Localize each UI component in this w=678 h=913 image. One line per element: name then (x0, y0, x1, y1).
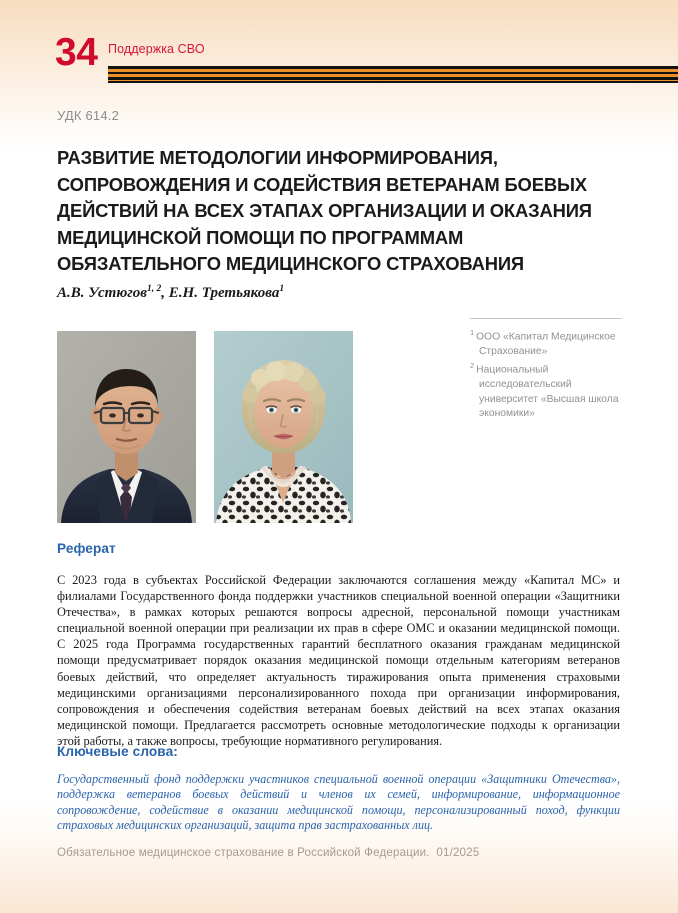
affiliation-item (470, 326, 622, 359)
keywords-text: Государственный фонд поддержки участников специальной военной операции «Защитники Отечества», поддержка ветеранов боевых действий и членов их семей, информирование, информационное сопровождение, содействие в оказании медицинской помощи, персонализированный поход, функции страховых медицинских организаций, защита прав застрахованных лиц. (57, 772, 620, 833)
page-header (0, 0, 678, 100)
author-name: А.В. Устюгов (57, 285, 148, 301)
section-label: Поддержка СВО (108, 42, 205, 56)
abstract-text: С 2023 года в субъектах Российской Федерации заключаются соглашения между «Капитал МС» и филиалами Государственного фонда поддержки участников специальной военной операции «Защитники Отечества», в рамках которых решаются вопросы адресной, персональной помощи участникам специальной военной операции при реализации их прав в сфере ОМС и оказании медицинской помощи. С 2025 года Программа государственных гарантий бесплатного оказания гражданам медицинской помощи предусматривает порядок оказания медицинской помощи отдельным категориям ветеранов боевых действий, что определяет актуальность тиражирования опыта применения страховыми медицинскими организациями персонализированного похода при организации информирования, сопровождения и обеспечения содействия ветеранам боевых действий на всех этапах оказания медицинской помощи. Предлагается рассмотреть основные методологические подходы к организации этой работы, а также вопросы, требующие нормативного регулирования. (57, 573, 620, 748)
author-name: Е.Н. Третьякова (168, 285, 280, 301)
affiliation-item (470, 359, 622, 421)
affiliation-marker: 1 (470, 328, 475, 337)
affiliation-text: Национальный исследовательский университет «Высшая школа экономики» (476, 364, 619, 420)
page-title: РАЗВИТИЕ МЕТОДОЛОГИИ ИНФОРМИРОВАНИЯ, СОПРОВОЖДЕНИЯ И СОДЕЙСТВИЯ ВЕТЕРАНАМ БОЕВЫХ ДЕЙСТВИЙ НА ВСЕХ ЭТАПАХ ОРГАНИЗАЦИИ И ОКАЗАНИЯ МЕДИЦИНСКОЙ ПОМОЩИ ПО ПРОГРАММАМ ОБЯЗАТЕЛЬНОГО МЕДИЦИНСКОГО СТРАХОВАНИЯ (57, 147, 592, 275)
author-entry (169, 285, 284, 301)
author-affiliation-marks: 1 (279, 284, 285, 294)
affiliation-text: ООО «Капитал Медицинское Страхование» (476, 331, 616, 357)
portrait-tretyakova-image (214, 331, 353, 523)
st-george-ribbon-icon (108, 66, 678, 83)
abstract-heading: Реферат (57, 541, 116, 556)
author-entry (57, 285, 161, 301)
affiliation-marker: 2 (470, 361, 475, 371)
affiliations-list (470, 318, 622, 422)
author-portraits (57, 331, 353, 523)
portrait-ustyugov (57, 331, 196, 523)
author-affiliation-marks: 1, 2 (147, 284, 162, 294)
footer-journal-name: Обязательное медицинское страхование в Российской Федерации. (57, 846, 430, 859)
footer-issue: 01/2025 (436, 846, 480, 859)
authors-separator: , (161, 285, 169, 301)
portrait-ustyugov-image (57, 331, 196, 523)
udk-code: УДК 614.2 (57, 108, 119, 123)
portrait-tretyakova (214, 331, 353, 523)
keywords-heading: Ключевые слова: (57, 744, 178, 759)
page-number: 34 (55, 31, 98, 74)
authors-line (57, 284, 284, 302)
page-footer (57, 846, 479, 859)
